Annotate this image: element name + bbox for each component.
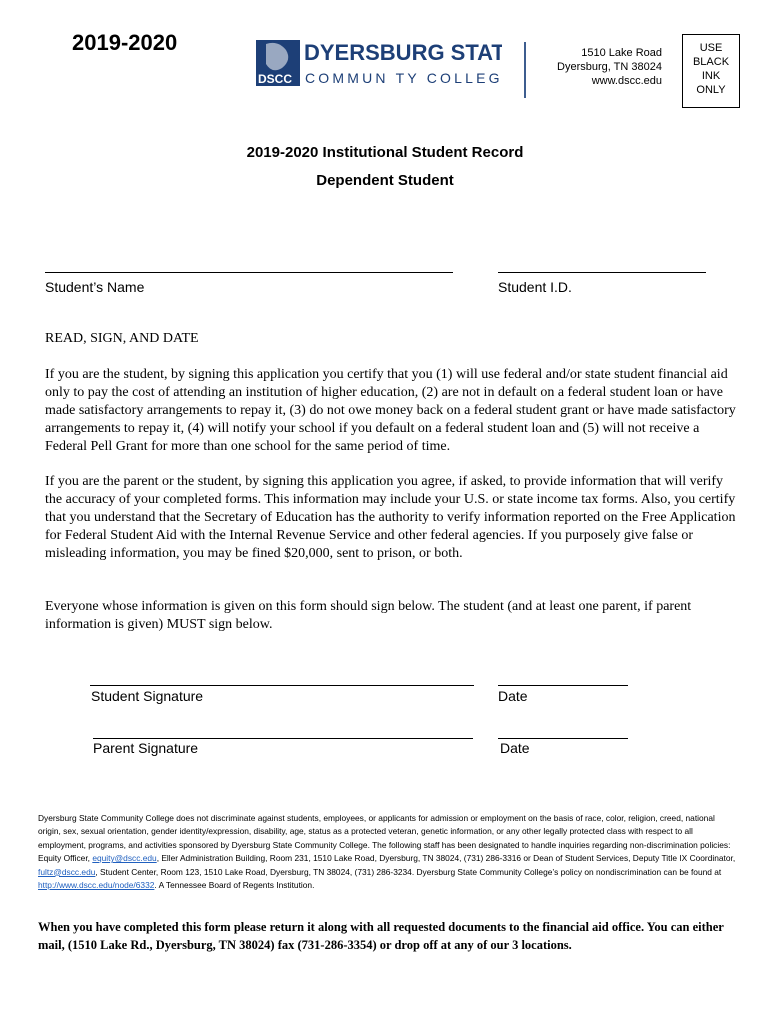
address-website: www.dscc.edu bbox=[591, 75, 662, 87]
nondiscrimination-text: , Eller Administration Building, Room 231, 1510 Lake Road, Dyersburg, TN 38024, (731) 286-3316 or Dean of Student Services, Deputy Title IX Coordinator, bbox=[156, 853, 736, 864]
policy-url-link[interactable]: http://www.dscc.edu/node/6332 bbox=[38, 880, 155, 891]
logo-badge: DSCC bbox=[258, 72, 293, 86]
title-ix-email-link[interactable]: fultz@dscc.edu bbox=[38, 866, 96, 877]
college-address bbox=[528, 46, 662, 88]
form-year: 2019-2020 bbox=[72, 30, 178, 55]
nondiscrimination-text: Dyersburg State Community College does not discriminate against students, employees, or applicants for admission or employment on the basis of race, color, religion, creed, national origin, sex, sexual orientation, gender identity/expression, disability, age, status as a protected veteran, genetic information, or any other legally protected class with respect to all employment, programs, and activities sponsored by Dyersburg State Community College. The following staff has been designated to handle inquiries regarding non-discrimination policies: Equity Officer, bbox=[38, 813, 731, 864]
nondiscrimination-statement bbox=[38, 812, 738, 892]
student-certification-paragraph: If you are the student, by signing this application you certify that you (1) will use federal and/or state student financial aid only to pay the cost of attending an institution of higher education, (2) are not in default on a federal student loan or have made satisfactory arrangements to repay it, (3) do not owe money back on a federal student grant or have made satisfactory arrangements to repay it, (4) will notify your school if you default on a federal student loan and (5) will not receive a Federal Pell Grant for more than one school for the same period of time. bbox=[45, 367, 736, 454]
student-name-label: Student’s Name bbox=[45, 279, 145, 295]
ink-notice-line: INK bbox=[701, 70, 721, 82]
form-subtitle: Dependent Student bbox=[316, 172, 454, 189]
student-date-line[interactable] bbox=[498, 685, 628, 686]
student-signature-label: Student Signature bbox=[91, 688, 204, 704]
address-city: Dyersburg, TN 38024 bbox=[557, 61, 662, 73]
ink-notice-line: USE bbox=[699, 42, 723, 54]
ink-notice-line: ONLY bbox=[696, 84, 726, 96]
instruction-heading: READ, SIGN, AND DATE bbox=[45, 331, 199, 346]
student-signature-line[interactable] bbox=[90, 685, 474, 686]
college-logo-graphic bbox=[236, 22, 502, 102]
ink-notice-line: BLACK bbox=[692, 56, 730, 68]
student-id-label: Student I.D. bbox=[498, 279, 572, 295]
parent-signature-label: Parent Signature bbox=[93, 740, 199, 756]
signing-requirement-paragraph: Everyone whose information is given on this form should sign below. The student (and at least one parent, if parent information is given) MUST sign below. bbox=[45, 599, 692, 632]
student-name-line[interactable] bbox=[45, 272, 453, 273]
student-date-label: Date bbox=[498, 688, 528, 704]
address-street: 1510 Lake Road bbox=[581, 47, 662, 59]
parent-date-label: Date bbox=[500, 740, 530, 756]
header-divider bbox=[524, 42, 526, 98]
student-id-line[interactable] bbox=[498, 272, 706, 273]
form-title: 2019-2020 Institutional Student Record bbox=[246, 144, 524, 161]
nondiscrimination-text: , Student Center, Room 123, 1510 Lake Road, Dyersburg, TN 38024, (731) 286-3234. Dyersburg State Community College’s policy on nondiscrimination can be found at bbox=[95, 866, 722, 877]
logo-name-line2: COMMUN TY COLLEGE bbox=[305, 70, 502, 86]
ink-notice-box bbox=[682, 34, 740, 108]
nondiscrimination-text: . A Tennessee Board of Regents Institution. bbox=[154, 880, 315, 891]
verification-paragraph: If you are the parent or the student, by signing this application you agree, if asked, to provide information that will verify the accuracy of your completed forms. This information may include your U.S. or state income tax forms. Also, you certify that you understand that the Secretary of Education has the authority to verify information reported on the Free Application for Federal Student Aid with the Internal Revenue Service and other federal agencies. If you purposely give false or misleading information, you may be fined $20,000, sent to prison, or both. bbox=[45, 474, 736, 561]
logo-name-line1: DYERSBURG STATE bbox=[304, 40, 502, 65]
parent-signature-line[interactable] bbox=[93, 738, 473, 739]
equity-email-link[interactable]: equity@dscc.edu bbox=[92, 853, 157, 864]
parent-date-line[interactable] bbox=[498, 738, 628, 739]
return-instructions: When you have completed this form please return it along with all requested documents to the financial aid office. You can either mail, (1510 Lake Rd., Dyersburg, TN 38024) fax (731-286-3354) or drop off at any of our 3 locations. bbox=[38, 920, 724, 952]
college-logo bbox=[236, 22, 502, 102]
